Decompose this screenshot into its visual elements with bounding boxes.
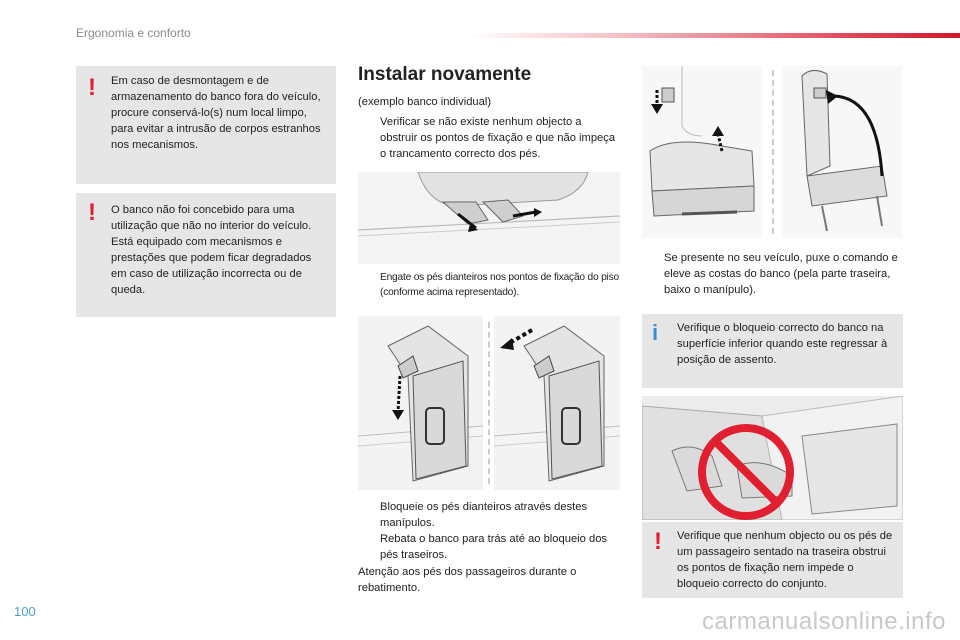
instruction-lock-front-feet: [358, 499, 620, 533]
warning-text-obstruction: Verifique que nenhum objecto ou os pés de um passageiro sentado na traseira obstrui os pontos de fixação nem impede o bloqueio correcto do conjunto.: [677, 530, 893, 590]
caution-note: Atenção aos pés dos passageiros durante o rebatimento.: [358, 566, 577, 594]
instruction-text: Verificar se não existe nenhum objecto a obstruir os pontos de fixação e que não impeça o trancamento correcto dos pés.: [380, 116, 616, 160]
warning-text-usage: O banco não foi concebido para uma utilização que não no interior do veículo. Está equipado com mecanismos e prestações que podem ficar degradados em caso de utilização incorrecta ou de queda.: [111, 204, 312, 296]
illustration-seat-lowering: [642, 66, 762, 238]
illustration-lock-front-feet: [358, 316, 483, 490]
warning-icon: !: [88, 199, 96, 226]
instruction-text: Rebata o banco para trás até ao bloqueio dos pés traseiros.: [380, 533, 608, 561]
instruction-text: Se presente no seu veículo, puxe o comando e eleve as costas do banco (pela parte traseira, baixo o manípulo).: [664, 252, 898, 296]
warning-text-storage: Em caso de desmontagem e de armazenamento do banco fora do veículo, procure conservá-lo(s) num local limpo, para evitar a intrusão de corpos estranhos nos mecanismos.: [111, 75, 321, 151]
instruction-text: Bloqueie os pés dianteiros através destes manípulos.: [380, 501, 588, 529]
illustration-fold-seat-back: [494, 316, 620, 490]
warning-box-storage: [76, 66, 336, 184]
panel-divider: [488, 322, 490, 484]
watermark: carmanualsonline.info: [702, 608, 946, 635]
section-intro: (exemplo banco individual): [358, 96, 492, 108]
header-accent-bar: [468, 33, 960, 38]
warning-icon: !: [654, 528, 662, 555]
info-icon: i: [652, 320, 659, 345]
illustration-feet-prohibited: [642, 396, 903, 520]
section-title: Ergonomia e conforto: [76, 26, 191, 40]
illustration-front-feet: [358, 172, 620, 264]
instruction-check-obstruction: [358, 114, 618, 164]
warning-box-usage: [76, 193, 336, 317]
illustration-raise-seat-back: [782, 66, 902, 238]
instruction-raise-seat-back: [642, 250, 904, 300]
warning-box-obstruction: [642, 522, 903, 598]
warning-icon: !: [88, 74, 96, 101]
illustration-caption-front-feet: [358, 270, 620, 304]
info-text: Verifique o bloqueio correcto do banco na superfície inferior quando este regressar à posição de assento.: [677, 322, 888, 366]
panel-divider: [772, 70, 774, 234]
info-box-lock-check: [642, 314, 903, 388]
page-number: 100: [14, 604, 36, 619]
caption-text: Engate os pés dianteiros nos pontos de fixação do piso (conforme acima representado).: [380, 272, 619, 298]
instruction-fold-back: [358, 531, 620, 565]
section-heading: Instalar novamente: [358, 64, 532, 85]
